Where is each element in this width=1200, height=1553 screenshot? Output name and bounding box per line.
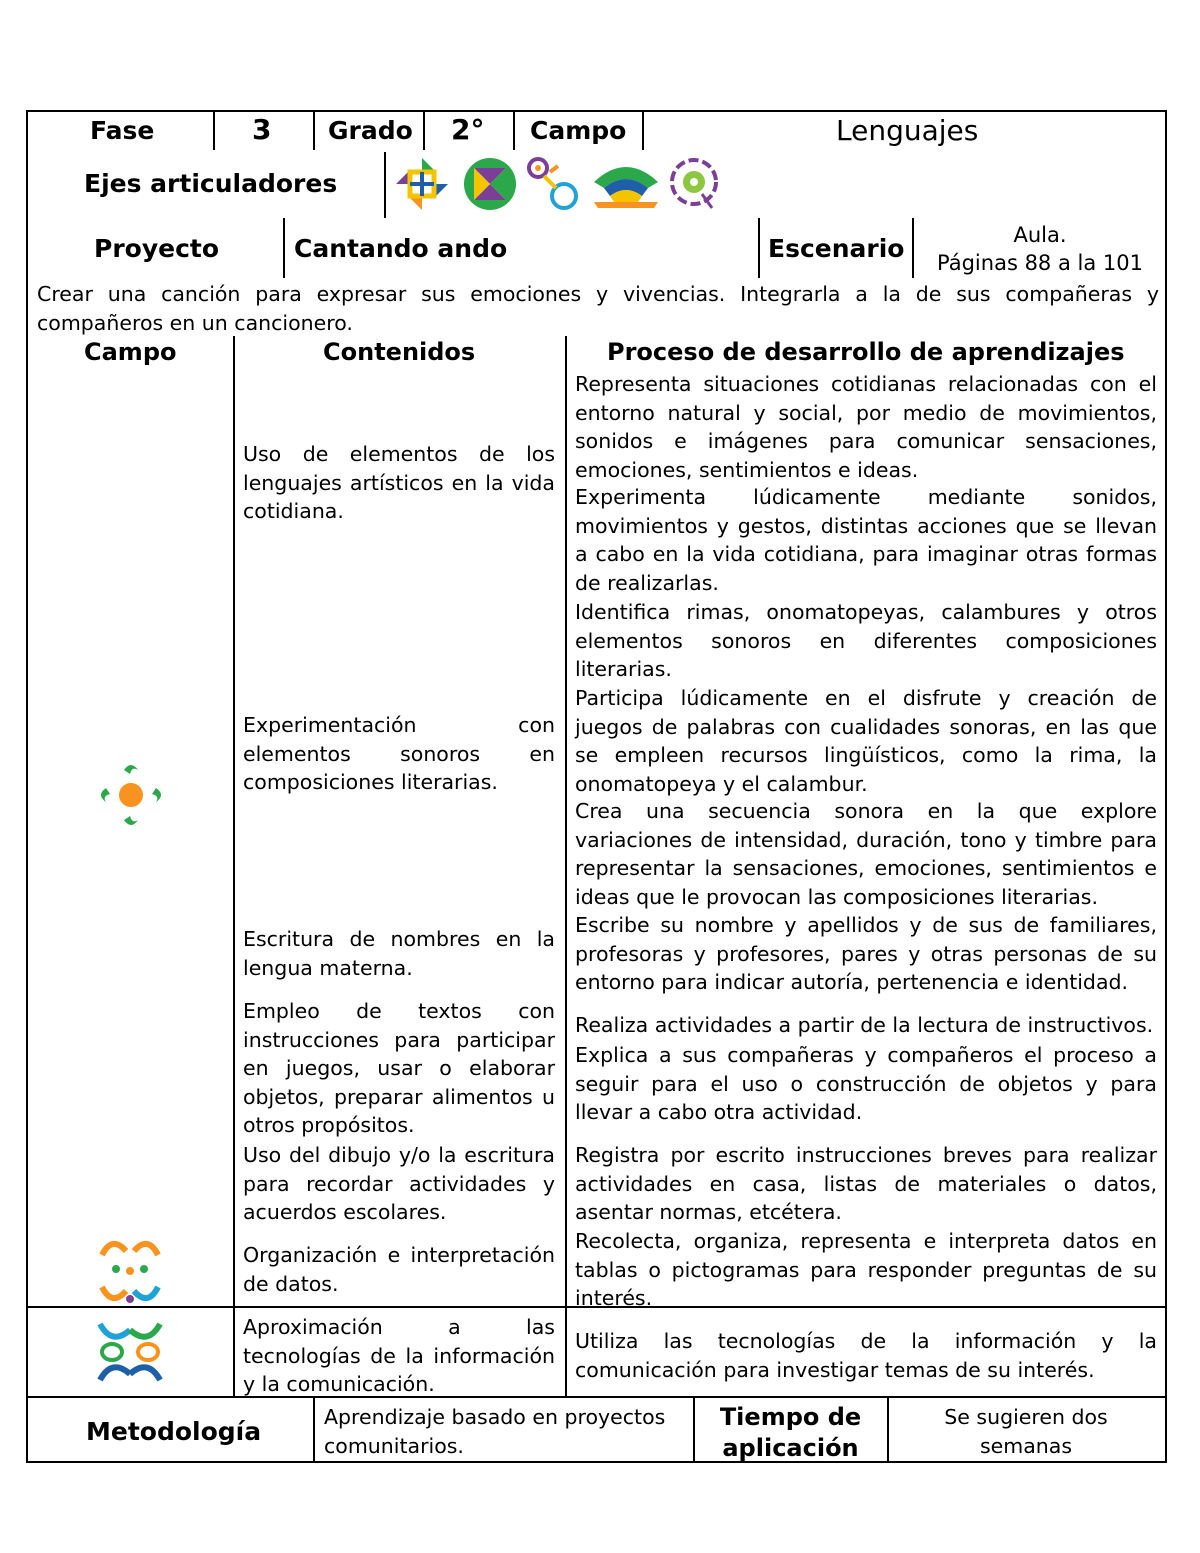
tiempo-value: Se sugieren dos semanas [944,1405,1108,1458]
saberes-campo-icon [92,1235,168,1307]
fase-label: Fase [90,116,155,145]
proceso-3a: Escribe su nombre y apellidos y de sus de familiares, profesoras y profesores, pares y otras personas de su entorno para indicar autoría, pertenencia e identidad. [575,913,1157,994]
vida-saludable-icon [590,158,662,210]
ejes-icons [394,154,724,212]
proceso-2c: Crea una secuencia sonora en la que explore variaciones de intensidad, duración, tono y timbre para representar la sensaciones, emociones, sentimientos e ideas que le provocan las composiciones literarias. [575,799,1157,909]
contenido-4: Empleo de textos con instrucciones para participar en juegos, usar o elaborar objetos, preparar alimentos u otros propósitos. [243,999,555,1137]
fase-value: 3 [252,113,272,146]
interculturalidad-icon [524,154,582,212]
proyecto-label: Proyecto [94,234,220,263]
proceso-5a: Registra por escrito instrucciones breves para realizar actividades en casa, listas de materiales o datos, asentar normas, etcétera. [575,1143,1157,1224]
pensamiento-critico-icon [462,156,518,212]
lenguajes-campo-icon [94,756,168,834]
contenido-7: Aproximación a las tecnologías de la información y la comunicación. [243,1315,555,1396]
proceso-4a: Realiza actividades a partir de la lectura de instructivos. [575,1013,1154,1037]
contenido-5: Uso del dibujo y/o la escritura para recordar actividades y acuerdos escolares. [243,1143,555,1224]
inclusion-icon [394,156,450,212]
metodologia-value: Aprendizaje basado en proyectos comunitarios. [324,1405,666,1458]
col-campo: Campo [84,338,177,366]
tiempo-label-2: aplicación [722,1434,859,1462]
grado-label: Grado [328,116,413,145]
artes-icon [666,154,724,212]
col-proceso: Proceso de desarrollo de aprendizajes [607,338,1125,366]
col-contenidos: Contenidos [323,338,476,366]
ejes-label: Ejes articuladores [84,169,338,198]
contenido-3: Escritura de nombres en la lengua materna. [243,927,555,980]
metodologia-label: Metodología [86,1417,262,1446]
humano-comunitario-campo-icon [92,1316,168,1388]
project-objective: Crear una canción para expresar sus emociones y vivencias. Integrarla a la de sus compañeras y compañeros en un cancionero. [37,282,1159,335]
campo-value: Lenguajes [836,114,979,147]
proceso-2a: Identifica rimas, onomatopeyas, calambures y otros elementos sonoros en diferentes composiciones literarias. [575,600,1157,681]
proceso-1a: Representa situaciones cotidianas relacionadas con el entorno natural y social, por medio de movimientos, sonidos e imágenes para comunicar sensaciones, emociones, sentimientos e ideas. [575,372,1157,482]
escenario-label: Escenario [768,234,905,263]
proceso-2b: Participa lúdicamente en el disfrute y creación de juegos de palabras con cualidades sonoras, en las que se empleen recursos lingüísticos, como la rima, la onomatopeya y el calambur. [575,686,1157,796]
contenido-2: Experimentación con elementos sonoros en composiciones literarias. [243,713,555,794]
contenido-1: Uso de elementos de los lenguajes artísticos en la vida cotidiana. [243,442,555,523]
grado-value: 2° [451,113,485,146]
proceso-4b: Explica a sus compañeras y compañeros el proceso a seguir para el uso o construcción de objetos y para llevar a cabo otra actividad. [575,1043,1157,1124]
proyecto-value: Cantando ando [294,234,508,263]
tiempo-label-1: Tiempo de [719,1403,862,1431]
proceso-6a: Recolecta, organiza, representa e interpreta datos en tablas o pictogramas para responder preguntas de su interés. [575,1229,1157,1310]
campo-label: Campo [530,116,627,145]
escenario-line2: Páginas 88 a la 101 [937,251,1143,275]
escenario-line1: Aula. [1013,223,1067,247]
contenido-6: Organización e interpretación de datos. [243,1243,555,1296]
proceso-1b: Experimenta lúdicamente mediante sonidos, movimientos y gestos, distintas acciones que se llevan a cabo en la vida cotidiana, para imaginar otras formas de realizarlas. [575,485,1157,595]
proceso-7a: Utiliza las tecnologías de la información y la comunicación para investigar temas de su interés. [575,1329,1157,1382]
